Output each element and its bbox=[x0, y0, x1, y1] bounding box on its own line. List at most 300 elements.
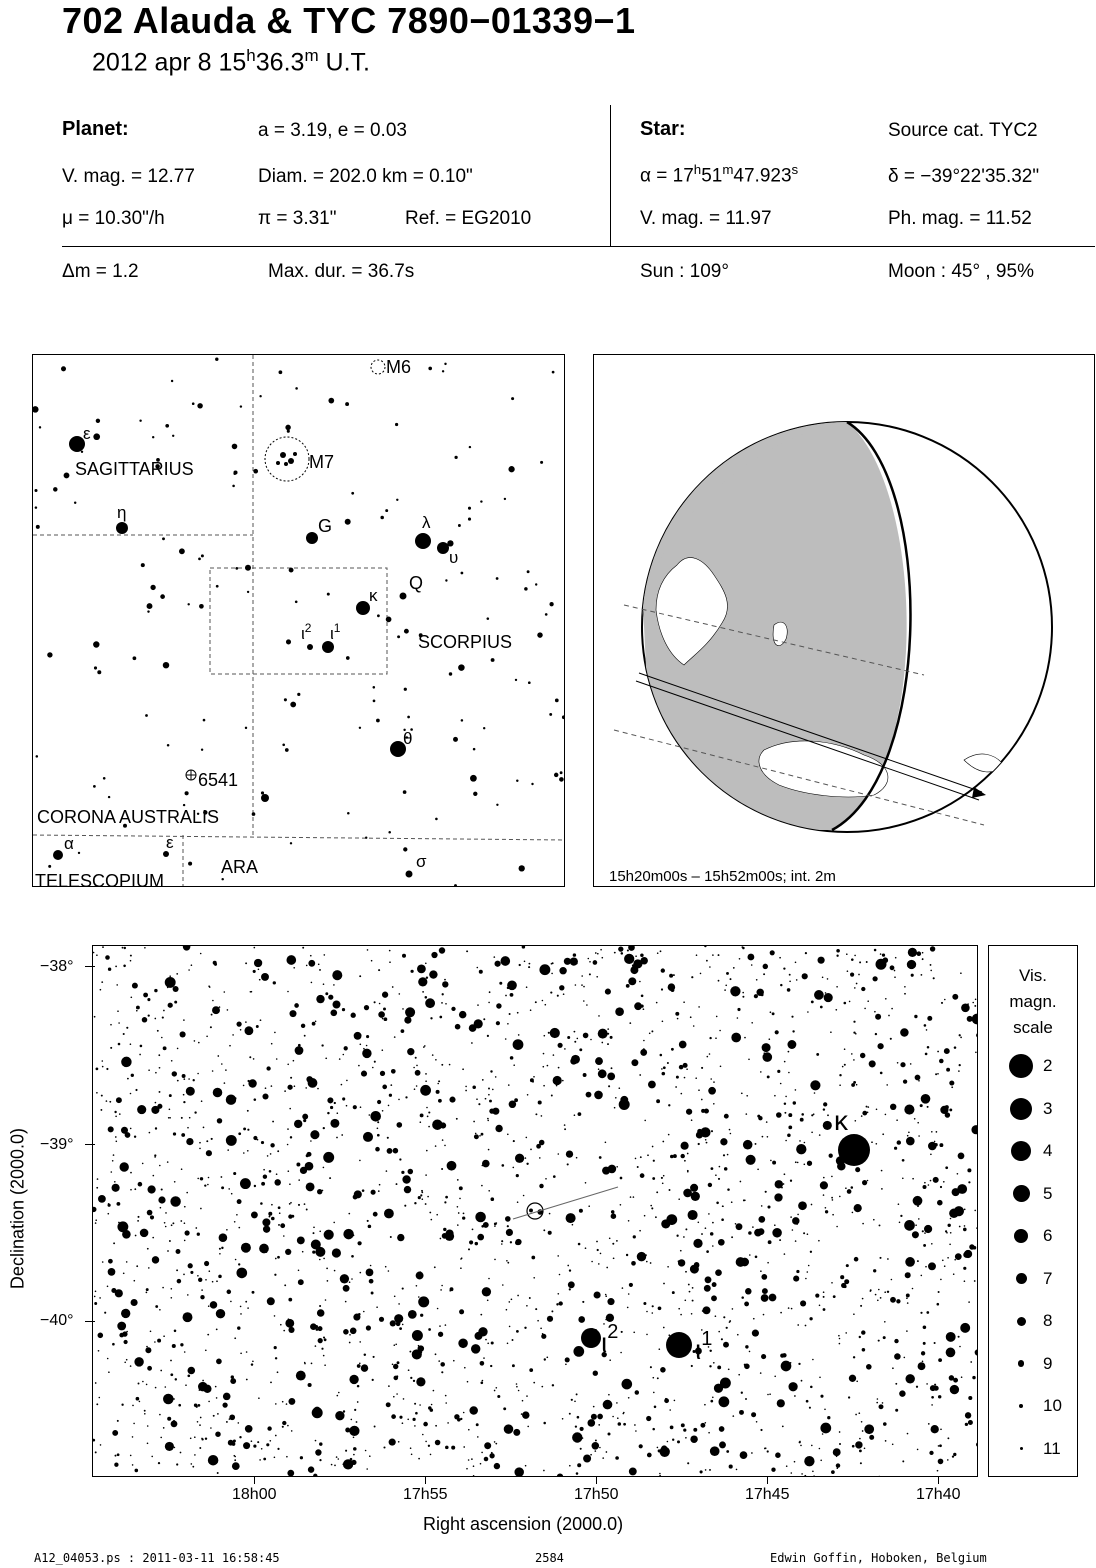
background-star bbox=[303, 1119, 306, 1122]
background-star bbox=[930, 1180, 932, 1182]
background-star bbox=[457, 1206, 459, 1208]
background-star bbox=[831, 1470, 835, 1474]
background-star bbox=[496, 1222, 498, 1224]
background-star bbox=[473, 1121, 475, 1123]
background-star bbox=[822, 1433, 824, 1435]
background-star bbox=[253, 1058, 255, 1060]
boundary-line bbox=[33, 835, 565, 840]
background-star bbox=[877, 1043, 883, 1049]
background-star bbox=[290, 842, 292, 844]
background-star bbox=[859, 961, 861, 963]
background-star bbox=[789, 1127, 791, 1129]
background-star bbox=[323, 1258, 325, 1260]
background-star bbox=[770, 1160, 772, 1162]
background-star bbox=[453, 1360, 455, 1362]
label-telescopium: TELESCOPIUM bbox=[35, 871, 165, 887]
background-star bbox=[421, 1190, 423, 1192]
background-star bbox=[924, 1024, 927, 1027]
background-star bbox=[641, 994, 644, 997]
background-star bbox=[110, 1171, 112, 1173]
background-star bbox=[159, 1067, 161, 1069]
date-text: 2012 apr 8 15 bbox=[92, 48, 247, 77]
background-star bbox=[249, 1056, 251, 1058]
background-star bbox=[271, 1204, 273, 1206]
background-star bbox=[912, 1231, 919, 1238]
background-star bbox=[483, 1357, 485, 1359]
background-star bbox=[488, 1094, 490, 1096]
time-suffix: U.T. bbox=[318, 48, 371, 77]
background-star bbox=[313, 1407, 320, 1414]
background-star bbox=[473, 1465, 475, 1467]
background-star bbox=[968, 1396, 972, 1400]
background-star bbox=[444, 979, 446, 981]
background-star bbox=[731, 1033, 741, 1043]
cluster-6541-icon bbox=[186, 770, 196, 780]
background-star bbox=[603, 1323, 605, 1325]
background-star bbox=[416, 1285, 418, 1287]
background-star bbox=[441, 1371, 443, 1373]
background-star bbox=[562, 1418, 564, 1420]
background-star bbox=[707, 1056, 709, 1058]
background-star bbox=[134, 1357, 143, 1366]
background-star bbox=[566, 1150, 573, 1157]
background-star bbox=[527, 1094, 529, 1096]
ra-tickmark bbox=[938, 1476, 939, 1484]
background-star bbox=[435, 1353, 437, 1355]
background-star bbox=[562, 1080, 564, 1082]
background-star bbox=[651, 1030, 653, 1032]
background-star bbox=[796, 979, 798, 981]
background-star bbox=[955, 1253, 962, 1260]
background-star bbox=[396, 1321, 401, 1326]
background-star bbox=[183, 1094, 185, 1096]
background-star bbox=[397, 1234, 404, 1241]
background-star bbox=[449, 1290, 451, 1292]
background-star bbox=[795, 961, 797, 963]
background-star bbox=[939, 1444, 942, 1447]
background-star bbox=[183, 1019, 185, 1021]
background-star bbox=[761, 1354, 766, 1359]
background-star bbox=[246, 1379, 248, 1381]
background-star bbox=[788, 1113, 792, 1117]
background-star bbox=[790, 1180, 792, 1182]
background-star bbox=[315, 1247, 325, 1257]
background-star bbox=[289, 1010, 296, 1017]
background-star bbox=[927, 1229, 929, 1231]
background-star bbox=[658, 1306, 662, 1310]
background-star bbox=[267, 1426, 271, 1430]
background-star bbox=[792, 1217, 799, 1224]
background-star bbox=[389, 961, 391, 963]
background-star bbox=[591, 1261, 593, 1263]
background-star bbox=[115, 1115, 117, 1117]
background-star bbox=[315, 1449, 321, 1455]
background-star bbox=[526, 1305, 528, 1307]
background-star bbox=[442, 1233, 448, 1239]
background-star bbox=[420, 1121, 422, 1123]
background-star bbox=[726, 1327, 728, 1329]
background-star bbox=[950, 1218, 952, 1220]
background-star bbox=[924, 1225, 932, 1233]
background-star bbox=[608, 1165, 617, 1174]
background-star bbox=[784, 1253, 786, 1255]
background-star bbox=[743, 1140, 753, 1150]
background-star bbox=[507, 1225, 509, 1227]
background-star bbox=[812, 1359, 814, 1361]
background-star bbox=[556, 1085, 558, 1087]
moon-info: Moon : 45° , 95% bbox=[888, 261, 1034, 282]
background-star bbox=[201, 749, 203, 751]
background-star bbox=[509, 1013, 511, 1015]
background-star bbox=[215, 1431, 221, 1437]
background-star bbox=[888, 1015, 890, 1017]
background-star bbox=[685, 1228, 687, 1230]
background-star bbox=[308, 1078, 318, 1088]
background-star bbox=[527, 1426, 529, 1428]
background-star bbox=[897, 1140, 901, 1144]
background-star bbox=[171, 1224, 173, 1226]
background-star bbox=[165, 1226, 167, 1228]
background-star bbox=[163, 1335, 165, 1337]
background-star bbox=[388, 1270, 390, 1272]
background-star bbox=[366, 1035, 369, 1038]
background-star bbox=[854, 1204, 862, 1212]
background-star bbox=[793, 1276, 799, 1282]
background-star bbox=[99, 1397, 101, 1399]
background-star bbox=[282, 743, 285, 746]
sun-elongation: Sun : 109° bbox=[640, 261, 729, 282]
background-star bbox=[934, 1342, 936, 1344]
background-star bbox=[693, 1239, 702, 1248]
background-star bbox=[208, 1401, 210, 1403]
background-star bbox=[244, 1026, 253, 1035]
background-star bbox=[328, 398, 334, 404]
background-star bbox=[201, 1289, 203, 1291]
background-star bbox=[324, 1364, 326, 1366]
background-star bbox=[954, 1046, 957, 1049]
ra-tickmark bbox=[596, 1476, 597, 1484]
background-star bbox=[197, 1178, 199, 1180]
background-star bbox=[806, 1400, 809, 1403]
background-star bbox=[117, 1453, 120, 1456]
background-star bbox=[718, 1331, 720, 1333]
background-star bbox=[134, 1280, 136, 1282]
ra-tick-1750: 17h50 bbox=[574, 1486, 619, 1503]
background-star bbox=[772, 1161, 776, 1165]
background-star bbox=[118, 1043, 121, 1046]
background-star bbox=[515, 1240, 520, 1245]
background-star bbox=[435, 1425, 437, 1427]
background-star bbox=[518, 1390, 520, 1392]
background-star bbox=[688, 1210, 698, 1220]
background-star bbox=[588, 958, 590, 960]
background-star bbox=[763, 1052, 765, 1054]
background-star bbox=[896, 1119, 898, 1121]
background-star bbox=[369, 1114, 371, 1116]
background-star bbox=[622, 1287, 624, 1289]
background-star bbox=[413, 1067, 415, 1069]
background-star bbox=[637, 1166, 639, 1168]
background-star bbox=[861, 1330, 865, 1334]
background-star bbox=[514, 1467, 524, 1477]
background-star bbox=[767, 1394, 769, 1396]
background-star bbox=[445, 1324, 447, 1326]
background-star bbox=[659, 1475, 661, 1477]
background-star bbox=[217, 1472, 219, 1474]
background-star bbox=[463, 1412, 465, 1414]
background-star bbox=[644, 1215, 646, 1217]
background-star bbox=[839, 1443, 841, 1445]
background-star bbox=[440, 1289, 442, 1291]
background-star bbox=[513, 1140, 515, 1142]
background-star bbox=[941, 1002, 943, 1004]
background-star bbox=[616, 1240, 618, 1242]
background-star bbox=[148, 1069, 150, 1071]
background-star bbox=[403, 790, 407, 794]
background-star bbox=[569, 1413, 571, 1415]
background-star bbox=[923, 1185, 927, 1189]
background-star bbox=[488, 1002, 490, 1004]
background-star bbox=[469, 1406, 478, 1415]
background-star bbox=[412, 1330, 423, 1341]
background-star bbox=[64, 472, 70, 478]
background-star bbox=[631, 1059, 638, 1066]
background-star bbox=[348, 1213, 350, 1215]
background-star bbox=[774, 1224, 776, 1226]
background-star bbox=[953, 1453, 956, 1456]
background-star bbox=[169, 1108, 171, 1110]
background-star bbox=[972, 1376, 975, 1379]
background-star bbox=[724, 989, 726, 991]
delta-mag: Δm = 1.2 bbox=[62, 261, 139, 282]
background-star bbox=[155, 1387, 157, 1389]
background-star bbox=[323, 1127, 325, 1129]
background-star bbox=[334, 1270, 336, 1272]
background-star bbox=[113, 1242, 115, 1244]
background-star bbox=[397, 1361, 400, 1364]
background-star bbox=[516, 1386, 518, 1388]
background-star bbox=[438, 1332, 443, 1337]
background-star bbox=[976, 1442, 978, 1447]
background-star bbox=[960, 1037, 962, 1039]
background-star bbox=[836, 1226, 838, 1228]
background-star bbox=[611, 1213, 617, 1219]
background-star bbox=[567, 1163, 569, 1165]
background-star bbox=[786, 1465, 788, 1467]
background-star bbox=[480, 1314, 482, 1316]
background-star bbox=[804, 1456, 814, 1466]
background-star bbox=[895, 1409, 898, 1412]
background-star bbox=[595, 952, 597, 954]
background-star bbox=[546, 1356, 548, 1358]
background-star bbox=[959, 1034, 961, 1036]
background-star bbox=[368, 1225, 372, 1229]
background-star bbox=[758, 1116, 762, 1120]
background-star bbox=[171, 1297, 173, 1299]
field-stars bbox=[93, 946, 978, 1477]
background-star bbox=[703, 1306, 711, 1314]
background-star bbox=[885, 1114, 887, 1116]
background-star bbox=[140, 1229, 149, 1238]
mag-label-10: 10 bbox=[1043, 1396, 1062, 1415]
background-star bbox=[313, 1226, 315, 1228]
background-star bbox=[297, 693, 300, 696]
background-star bbox=[196, 1406, 198, 1408]
background-star bbox=[496, 1387, 498, 1389]
ra-prefix: α = 17 bbox=[640, 165, 694, 187]
background-star bbox=[323, 1152, 334, 1163]
background-star bbox=[732, 1308, 734, 1310]
background-star bbox=[567, 1265, 569, 1267]
background-star bbox=[926, 1029, 928, 1031]
background-star bbox=[425, 1174, 427, 1176]
background-star bbox=[753, 1318, 755, 1320]
background-star bbox=[226, 1135, 237, 1146]
background-star bbox=[558, 1153, 560, 1155]
background-star bbox=[681, 1154, 685, 1158]
background-star bbox=[94, 1302, 97, 1305]
background-star bbox=[667, 1266, 669, 1268]
background-star bbox=[827, 1114, 829, 1116]
background-star bbox=[810, 1251, 812, 1253]
background-star bbox=[176, 1463, 178, 1465]
background-star bbox=[365, 1450, 367, 1452]
background-star bbox=[458, 524, 461, 527]
background-star bbox=[906, 1297, 908, 1299]
background-star bbox=[319, 1442, 322, 1445]
background-star bbox=[921, 1094, 931, 1104]
background-star bbox=[257, 1441, 259, 1443]
background-star bbox=[290, 1077, 292, 1079]
background-star bbox=[232, 1462, 240, 1470]
background-star bbox=[815, 1294, 819, 1298]
background-star bbox=[316, 995, 324, 1003]
background-star bbox=[283, 1235, 285, 1237]
background-star bbox=[701, 1067, 703, 1069]
background-star bbox=[468, 518, 471, 521]
background-star bbox=[894, 1353, 901, 1360]
background-star bbox=[726, 972, 729, 975]
footer-file: A12_04053.ps : 2011-03-11 16:58:45 bbox=[34, 1551, 280, 1565]
background-star bbox=[924, 1182, 926, 1184]
background-star bbox=[162, 1017, 164, 1019]
background-star bbox=[160, 1370, 162, 1372]
background-star bbox=[513, 1064, 515, 1066]
background-star bbox=[719, 1441, 726, 1448]
background-star bbox=[221, 1063, 223, 1065]
background-star bbox=[475, 1212, 486, 1223]
background-star bbox=[581, 984, 583, 986]
background-star bbox=[619, 1099, 630, 1110]
background-star bbox=[240, 1306, 242, 1308]
background-star bbox=[784, 1112, 786, 1114]
background-star bbox=[659, 1473, 661, 1475]
background-star bbox=[373, 700, 376, 703]
background-star bbox=[115, 966, 117, 968]
background-star bbox=[663, 1175, 665, 1177]
background-star bbox=[880, 1297, 882, 1299]
background-star bbox=[430, 1017, 432, 1019]
background-star bbox=[127, 1078, 129, 1080]
background-star bbox=[137, 1105, 146, 1114]
footer-author: Edwin Goffin, Hoboken, Belgium bbox=[770, 1551, 987, 1565]
background-star bbox=[713, 1103, 715, 1105]
background-star bbox=[543, 1066, 545, 1068]
background-star bbox=[541, 1334, 546, 1339]
background-star bbox=[612, 1243, 614, 1245]
background-star bbox=[904, 1220, 915, 1231]
background-star bbox=[440, 1362, 445, 1367]
background-star bbox=[644, 1120, 646, 1122]
background-star bbox=[359, 1160, 361, 1162]
footer-number: 2584 bbox=[535, 1551, 564, 1565]
background-star bbox=[859, 1438, 861, 1440]
background-star bbox=[782, 1426, 784, 1428]
background-star bbox=[468, 1429, 470, 1431]
background-star bbox=[370, 1111, 381, 1122]
background-star bbox=[873, 1269, 876, 1272]
background-star bbox=[110, 1047, 112, 1049]
background-star bbox=[114, 1181, 116, 1183]
background-star bbox=[161, 1188, 163, 1190]
background-star bbox=[494, 1463, 500, 1469]
background-star bbox=[192, 1466, 194, 1468]
background-star bbox=[667, 1441, 669, 1443]
background-star bbox=[154, 1156, 156, 1158]
background-star bbox=[233, 1172, 236, 1175]
background-star bbox=[180, 1452, 182, 1454]
background-star bbox=[732, 1415, 734, 1417]
background-star bbox=[325, 992, 328, 995]
background-star bbox=[823, 1296, 825, 1298]
background-star bbox=[163, 1046, 167, 1050]
background-star bbox=[669, 1189, 671, 1191]
background-star bbox=[405, 1096, 407, 1098]
background-star bbox=[278, 1206, 281, 1209]
background-star bbox=[377, 1121, 379, 1123]
background-star bbox=[833, 1448, 841, 1456]
background-star bbox=[760, 1270, 762, 1272]
background-star bbox=[511, 397, 514, 400]
background-star bbox=[844, 1279, 849, 1284]
background-star bbox=[98, 1195, 106, 1203]
background-star bbox=[182, 1074, 186, 1078]
background-star bbox=[364, 1353, 366, 1355]
background-star bbox=[240, 1178, 251, 1189]
background-star bbox=[484, 1442, 491, 1449]
background-star bbox=[895, 1339, 898, 1342]
background-star bbox=[850, 973, 854, 977]
background-star bbox=[318, 1326, 323, 1331]
background-star bbox=[263, 1169, 265, 1171]
mag-dot-6 bbox=[1014, 1229, 1028, 1243]
background-star bbox=[365, 836, 367, 838]
background-star bbox=[354, 1409, 356, 1411]
background-star bbox=[844, 1048, 846, 1050]
background-star bbox=[769, 1294, 777, 1302]
background-star bbox=[906, 1330, 908, 1332]
background-star bbox=[275, 1258, 277, 1260]
background-star bbox=[158, 1196, 165, 1203]
background-star bbox=[736, 1257, 746, 1267]
background-star bbox=[471, 1344, 480, 1353]
background-star bbox=[348, 1238, 350, 1240]
background-star bbox=[640, 953, 644, 957]
background-star bbox=[879, 1224, 881, 1226]
background-star bbox=[878, 1340, 880, 1342]
background-star bbox=[916, 951, 921, 956]
background-star bbox=[357, 1241, 361, 1245]
